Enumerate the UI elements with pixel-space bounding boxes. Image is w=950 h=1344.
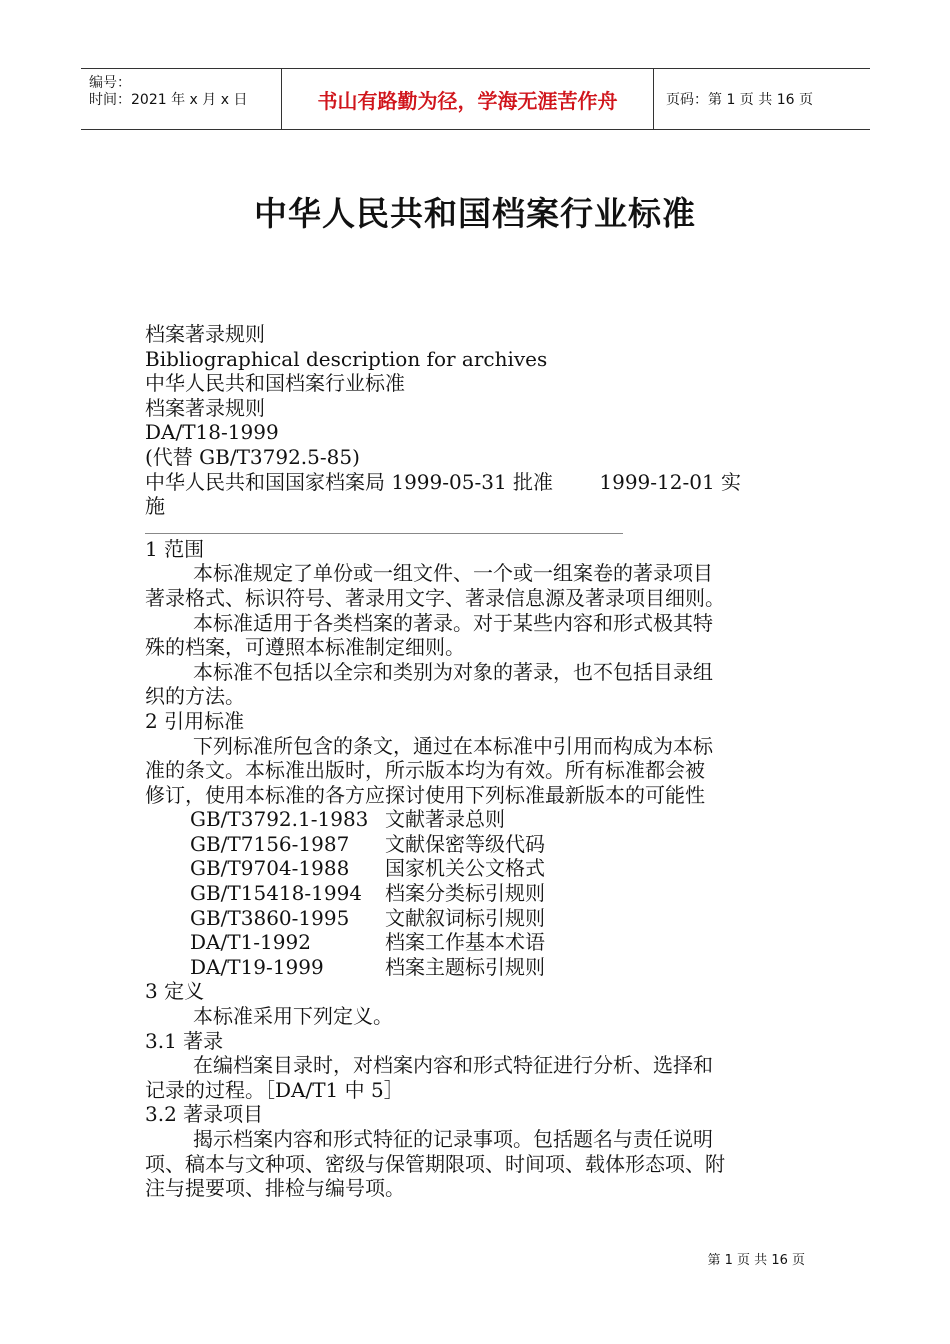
paragraph-line: 织的方法。 xyxy=(145,684,245,709)
reference-code: GB/T15418-1994 xyxy=(190,881,363,906)
section-heading: 2 引用标准 xyxy=(145,708,245,733)
paragraph-line: 本标准不包括以全宗和类别为对象的著录，也不包括目录组 xyxy=(193,659,713,684)
meta-line: (代替 GB/T3792.5-85) xyxy=(145,444,360,469)
meta-line: 中华人民共和国国家档案局 1999-05-31 批准 1999-12-01 实 xyxy=(145,469,742,494)
section-heading: 3 定义 xyxy=(145,979,205,1004)
reference-list xyxy=(145,807,810,979)
reference-item xyxy=(145,906,810,931)
meta-line: 档案著录规则 xyxy=(145,322,265,346)
motto: 书山有路勤为径，学海无涯苦作舟 xyxy=(282,69,654,129)
reference-name: 国家机关公文格式 xyxy=(385,856,545,881)
reference-item xyxy=(145,856,810,881)
meta-line: DA/T18-1999 xyxy=(145,420,279,445)
paragraph-line: 本标准规定了单份或一组文件、一个或一组案卷的著录项目 xyxy=(193,561,713,586)
document-body xyxy=(145,322,810,1201)
paragraph-line: 著录格式、标识符号、著录用文字、著录信息源及著录项目细则。 xyxy=(145,585,725,610)
reference-code: GB/T3792.1-1983 xyxy=(190,807,369,832)
reference-item xyxy=(145,832,810,857)
header-meta-cell xyxy=(81,69,282,129)
subsection-heading: 3.2 著录项目 xyxy=(145,1102,264,1127)
header-table xyxy=(81,68,870,130)
meta-line: 施 xyxy=(145,494,165,519)
paragraph-line: 本标准采用下列定义。 xyxy=(193,1004,393,1029)
paragraph-line: 下列标准所包含的条文，通过在本标准中引用而构成为本标 xyxy=(193,733,713,758)
paragraph-line: 记录的过程。［DA/T1 中 5］ xyxy=(145,1077,404,1102)
paragraph-line: 准的条文。本标准出版时，所示版本均为有效。所有标准都会被 xyxy=(145,758,705,783)
reference-name: 文献著录总则 xyxy=(385,807,505,832)
section-heading: 1 范围 xyxy=(145,536,205,561)
page-info: 页码：第 1 页 共 16 页 xyxy=(666,92,813,108)
paragraph-line: 本标准适用于各类档案的著录。对于某些内容和形式极其特 xyxy=(193,610,713,635)
reference-item xyxy=(145,955,810,980)
paragraph-line: 项、稿本与文种项、密级与保管期限项、时间项、载体形态项、附 xyxy=(145,1151,725,1176)
reference-code: GB/T3860-1995 xyxy=(190,905,350,930)
reference-code: GB/T7156-1987 xyxy=(190,831,350,856)
number-label: 编号： xyxy=(89,75,131,91)
reference-code: GB/T9704-1988 xyxy=(190,856,350,881)
reference-name: 文献保密等级代码 xyxy=(385,831,545,856)
reference-code: DA/T1-1992 xyxy=(190,930,311,955)
paragraph-line: 殊的档案，可遵照本标准制定细则。 xyxy=(145,635,465,660)
reference-item xyxy=(145,930,810,955)
paragraph-line: 注与提要项、排检与编号项。 xyxy=(145,1176,405,1201)
meta-line: Bibliographical description for archives xyxy=(145,346,548,371)
divider xyxy=(145,533,623,534)
reference-item xyxy=(145,807,810,832)
paragraph-line: 在编档案目录时，对档案内容和形式特征进行分析、选择和 xyxy=(193,1053,713,1078)
paragraph-line: 修订，使用本标准的各方应探讨使用下列标准最新版本的可能性 xyxy=(145,782,705,807)
meta-line: 中华人民共和国档案行业标准 xyxy=(145,371,405,396)
paragraph-line: 揭示档案内容和形式特征的记录事项。包括题名与责任说明 xyxy=(193,1127,713,1151)
reference-name: 档案工作基本术语 xyxy=(385,930,545,955)
subsection-heading: 3.1 著录 xyxy=(145,1028,224,1053)
reference-name: 档案分类标引规则 xyxy=(385,881,545,906)
meta-line: 档案著录规则 xyxy=(145,395,265,420)
document-title: 中华人民共和国档案行业标准 xyxy=(254,194,696,233)
time-label: 时间：2021 年 x 月 x 日 xyxy=(89,92,248,108)
reference-name: 档案主题标引规则 xyxy=(385,954,545,979)
reference-code: DA/T19-1999 xyxy=(190,954,324,979)
reference-name: 文献叙词标引规则 xyxy=(385,905,545,930)
page-footer: 第 1 页 共 16 页 xyxy=(707,1253,805,1268)
reference-item xyxy=(145,881,810,906)
